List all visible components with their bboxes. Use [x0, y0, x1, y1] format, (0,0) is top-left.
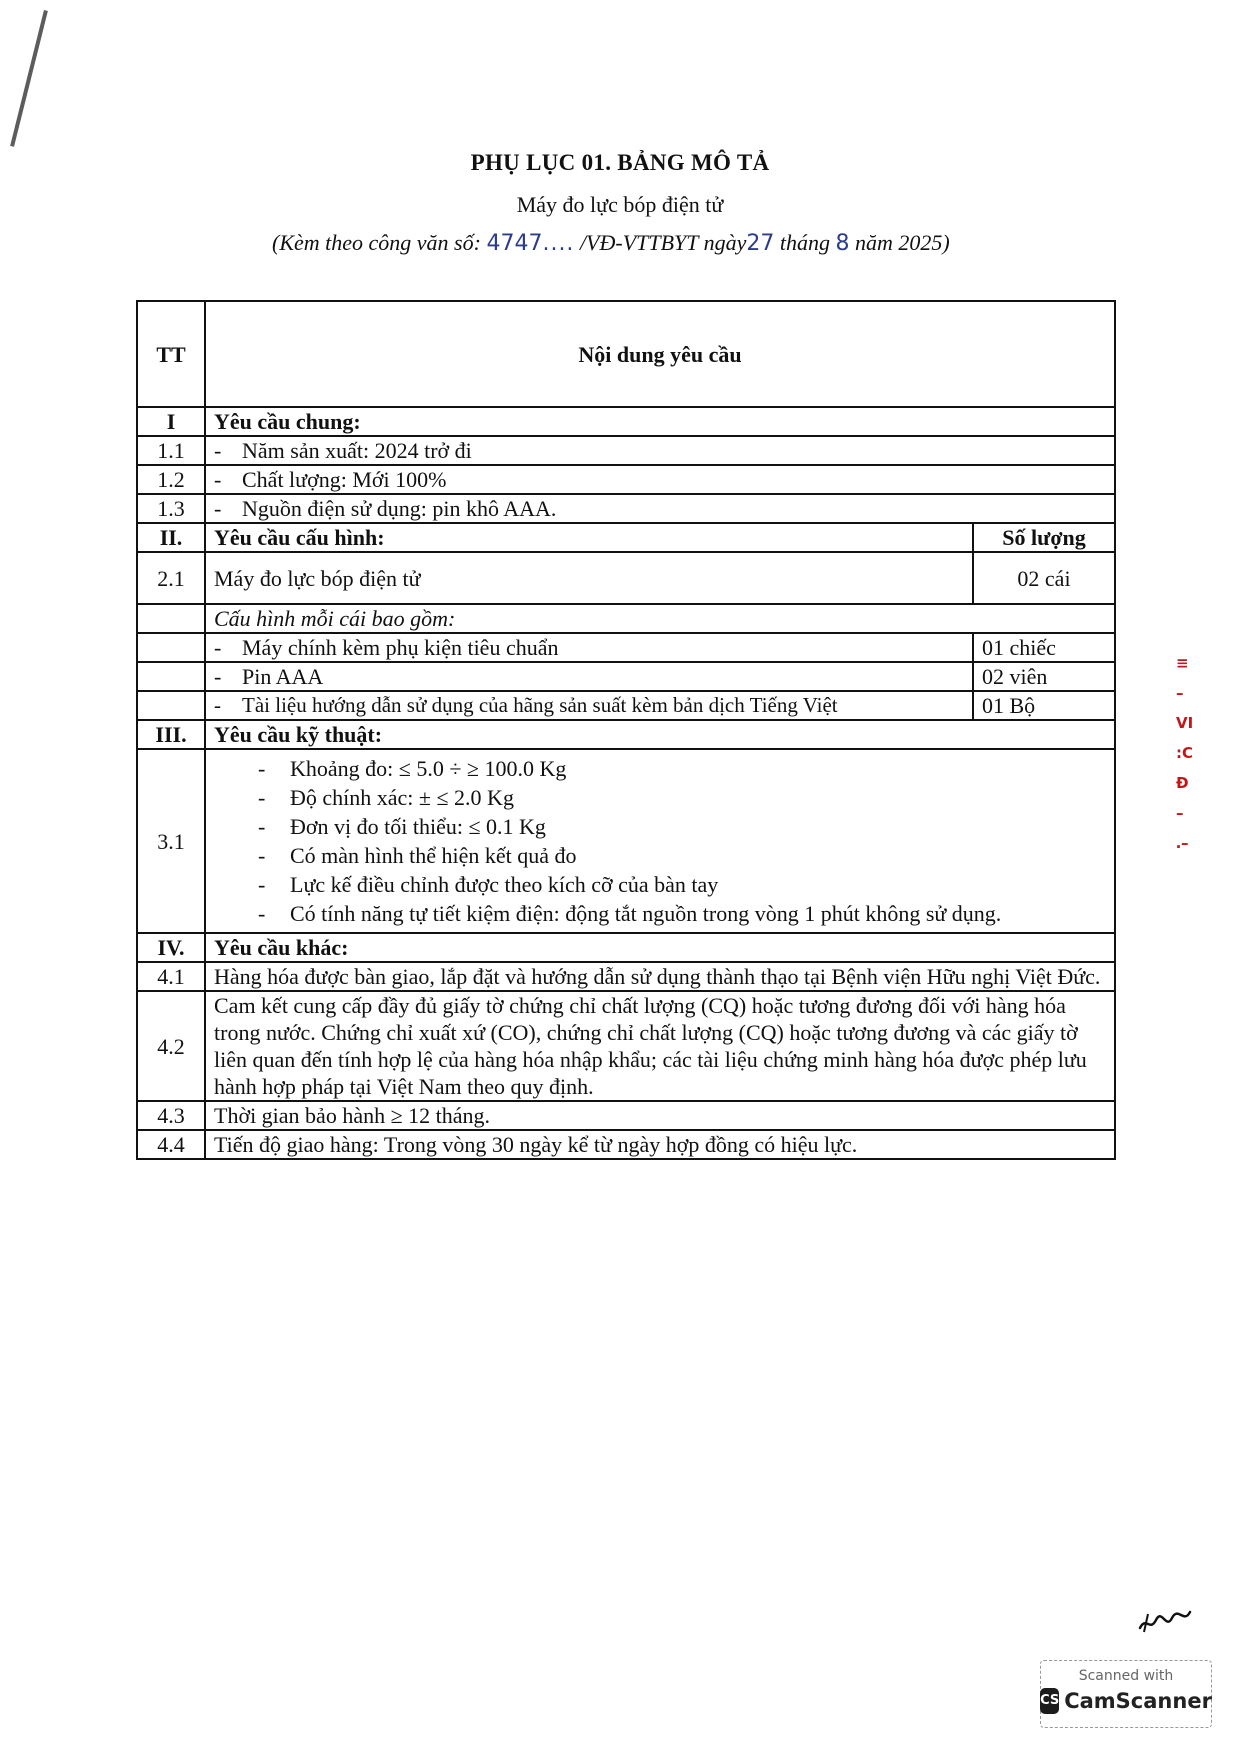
- row-num: 1.1: [137, 436, 205, 465]
- badge-brand-row: [1041, 1688, 1211, 1714]
- ref-suffix: năm 2025): [849, 230, 950, 255]
- header-content: Nội dung yêu cầu: [205, 301, 1115, 407]
- margin-mark: Đ: [1176, 774, 1189, 792]
- config-item-row: [137, 633, 1115, 662]
- list-item: - Có tính năng tự tiết kiệm điện: động tắt nguồn trong vòng 1 phút không sử dụng.: [258, 899, 1106, 928]
- scan-edge-mark: [10, 10, 48, 147]
- row-num: 3.1: [137, 749, 205, 933]
- section-row-2: [137, 523, 1115, 552]
- config-item-text: [205, 662, 973, 691]
- list-item: - Độ chính xác: ± ≤ 2.0 Kg: [258, 783, 1106, 812]
- section-num: III.: [137, 720, 205, 749]
- table-row: [137, 436, 1115, 465]
- margin-mark: –: [1176, 684, 1184, 702]
- table-row: [137, 991, 1115, 1101]
- row-text: Tiến độ giao hàng: Trong vòng 30 ngày kể từ ngày hợp đồng có hiệu lực.: [205, 1130, 1115, 1159]
- section-num: IV.: [137, 933, 205, 962]
- config-item-row: [137, 662, 1115, 691]
- row-num-empty: [137, 604, 205, 633]
- row-num: 4.2: [137, 991, 205, 1101]
- spec-list: [214, 754, 1106, 928]
- table-header-row: [137, 301, 1115, 407]
- section-title: Yêu cầu chung:: [205, 407, 1115, 436]
- row-text-value: Nguồn điện sử dụng: pin khô AAA.: [242, 496, 557, 521]
- ref-month-handwritten: 8: [835, 231, 850, 256]
- table-row: [137, 494, 1115, 523]
- config-item-value: Pin AAA: [242, 664, 324, 689]
- row-text-value: Chất lượng: Mới 100%: [242, 467, 447, 492]
- section-row-3: [137, 720, 1115, 749]
- row-qty: 02 cái: [973, 552, 1115, 604]
- list-item: - Có màn hình thể hiện kết quả đo: [258, 841, 1106, 870]
- reference-line: [272, 230, 950, 256]
- row-num-empty: [137, 633, 205, 662]
- margin-mark: :C: [1176, 744, 1194, 762]
- qty-header: Số lượng: [973, 523, 1115, 552]
- ref-prefix: (Kèm theo công văn số:: [272, 230, 487, 255]
- config-item-text: [205, 633, 973, 662]
- table-row: [137, 1130, 1115, 1159]
- section-title: Yêu cầu cấu hình:: [205, 523, 973, 552]
- ref-number-handwritten: 4747: [486, 231, 543, 256]
- spec-list-cell: [205, 749, 1115, 933]
- section-row-4: [137, 933, 1115, 962]
- row-text: [205, 465, 1115, 494]
- ref-dots: ....: [542, 231, 575, 256]
- list-item: - Đơn vị đo tối thiểu: ≤ 0.1 Kg: [258, 812, 1106, 841]
- ref-month-word: tháng: [774, 230, 836, 255]
- section-title: Yêu cầu khác:: [205, 933, 1115, 962]
- ref-mid: /VĐ-VTTBYT ngày: [574, 230, 747, 255]
- list-item: - Lực kế điều chỉnh được theo kích cỡ của bàn tay: [258, 870, 1106, 899]
- page-title: PHỤ LỤC 01. BẢNG MÔ TẢ: [470, 150, 770, 175]
- table-row: [137, 465, 1115, 494]
- config-item-qty: 01 chiếc: [973, 633, 1115, 662]
- config-item-qty: 02 viên: [973, 662, 1115, 691]
- header-tt: TT: [137, 301, 205, 407]
- row-num: 2.1: [137, 552, 205, 604]
- table-row: [137, 1101, 1115, 1130]
- row-text: Cam kết cung cấp đầy đủ giấy tờ chứng chỉ chất lượng (CQ) hoặc tương đương đối với hàng hóa trong nước. Chứng chỉ xuất xứ (CO), chứng chỉ chất lượng (CQ) hoặc tương đương và các giấy tờ liên quan đến tính hợp lệ của hàng hóa nhập khẩu; các tài liệu chứng minh hàng hóa được phép lưu hành hợp pháp tại Việt Nam theo quy định.: [205, 991, 1115, 1101]
- margin-stamp-fragments: [1176, 648, 1216, 858]
- row-text: Máy đo lực bóp điện tử: [205, 552, 973, 604]
- badge-brand-name: CamScanner: [1064, 1689, 1212, 1713]
- section-num: II.: [137, 523, 205, 552]
- config-label: Cấu hình mỗi cái bao gồm:: [205, 604, 1115, 633]
- table-row: [137, 962, 1115, 991]
- section-row-1: [137, 407, 1115, 436]
- row-num: 1.3: [137, 494, 205, 523]
- row-text: Thời gian bảo hành ≥ 12 tháng.: [205, 1101, 1115, 1130]
- table-row: [137, 749, 1115, 933]
- section-num: I: [137, 407, 205, 436]
- badge-scanned-text: Scanned with: [1078, 1668, 1174, 1684]
- list-item: - Khoảng đo: ≤ 5.0 ÷ ≥ 100.0 Kg: [258, 754, 1106, 783]
- signature-mark: [1136, 1606, 1192, 1636]
- row-num: 4.4: [137, 1130, 205, 1159]
- margin-mark: ≡: [1176, 654, 1189, 672]
- margin-mark: –: [1176, 804, 1184, 822]
- row-num-empty: [137, 662, 205, 691]
- row-num: 4.1: [137, 962, 205, 991]
- row-num: 4.3: [137, 1101, 205, 1130]
- ref-day-handwritten: 27: [746, 231, 775, 256]
- config-item-qty: 01 Bộ: [973, 691, 1115, 720]
- section-title: Yêu cầu kỹ thuật:: [205, 720, 1115, 749]
- config-item-row: [137, 691, 1115, 720]
- page-subtitle: Máy đo lực bóp điện tử: [516, 192, 724, 217]
- config-label-row: [137, 604, 1115, 633]
- camscanner-logo-icon: CS: [1040, 1688, 1059, 1714]
- row-num-empty: [137, 691, 205, 720]
- requirements-table: [136, 300, 1116, 1160]
- margin-mark: ․–: [1176, 834, 1189, 852]
- margin-mark: VI: [1176, 714, 1194, 732]
- table-row: [137, 552, 1115, 604]
- row-text: - Năm sản xuất: 2024 trở đi: [205, 436, 1115, 465]
- row-text: [205, 494, 1115, 523]
- row-text: Hàng hóa được bàn giao, lắp đặt và hướng dẫn sử dụng thành thạo tại Bệnh viện Hữu nghị Việt Đức.: [205, 962, 1115, 991]
- config-item-text: [205, 691, 973, 720]
- config-item-value: Tài liệu hướng dẫn sử dụng của hãng sản suất kèm bản dịch Tiếng Việt: [242, 693, 838, 717]
- config-item-value: Máy chính kèm phụ kiện tiêu chuẩn: [242, 635, 559, 660]
- row-num: 1.2: [137, 465, 205, 494]
- camscanner-badge: [1040, 1660, 1212, 1728]
